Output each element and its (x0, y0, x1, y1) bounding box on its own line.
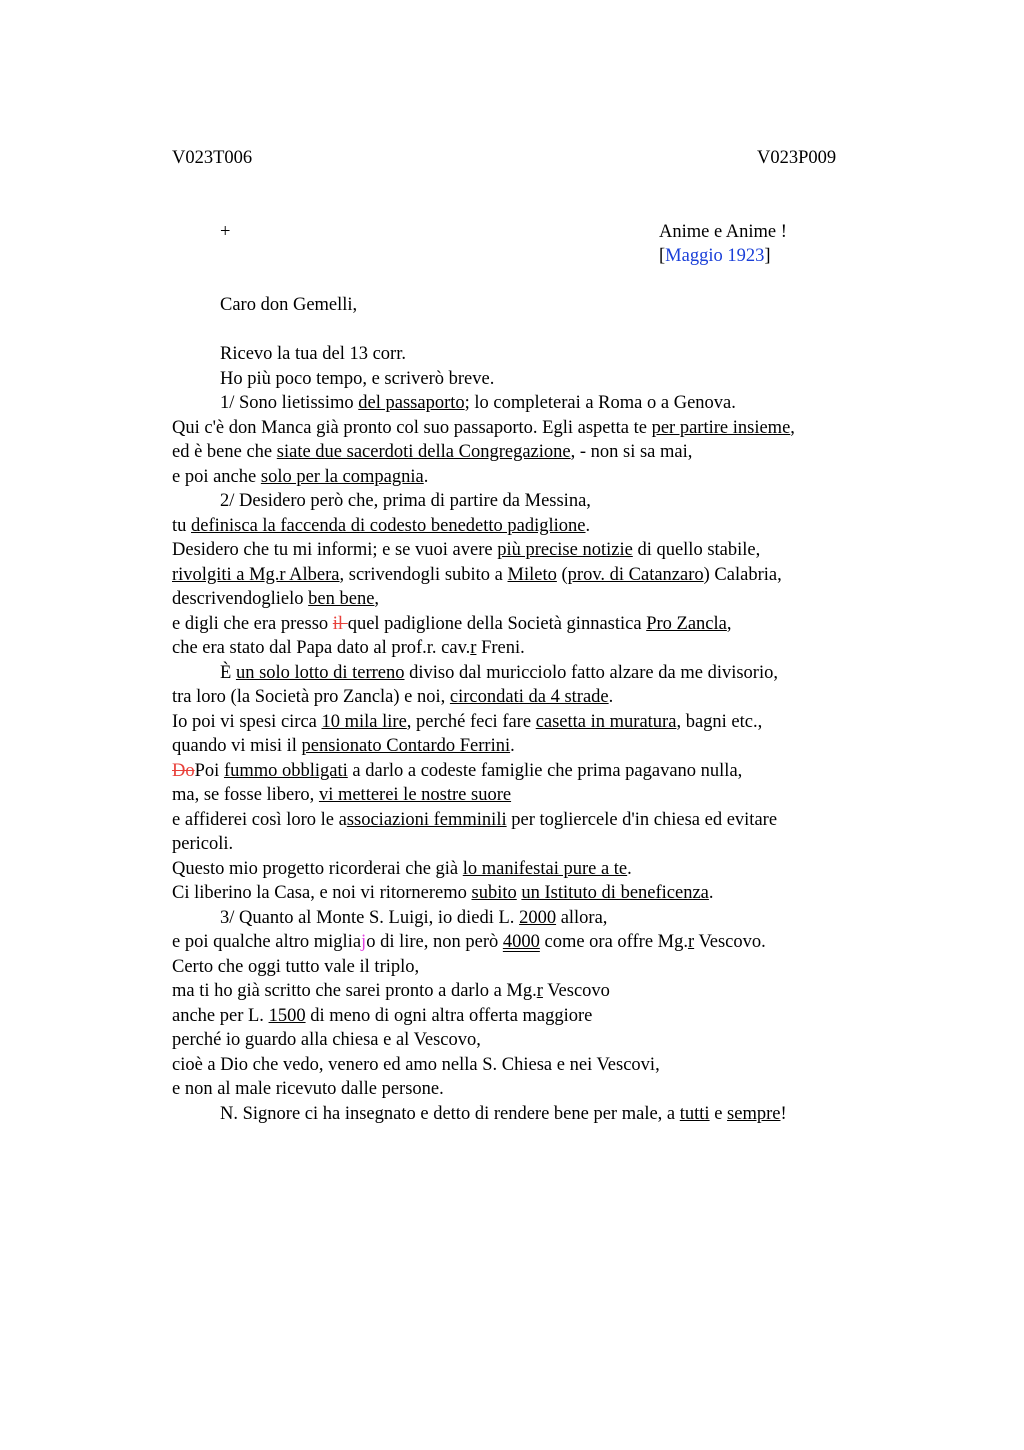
text-run: 1/ Sono lietissimo (220, 393, 359, 413)
text-run: circondati da 4 strade (449, 687, 609, 707)
text-run: Pro Zancla (646, 613, 727, 634)
right-code: V023P009 (757, 148, 837, 168)
text-run: 10 mila lire (321, 711, 407, 732)
text-run: e non al male ricevuto dalle persone. (172, 1079, 444, 1099)
line-25 (172, 930, 892, 955)
line-32 (172, 1102, 892, 1127)
text-run: Vescovo (542, 981, 610, 1001)
text-run: cioè a Dio che vedo, venero ed amo nella S. Chiesa e nei Vescovi, (172, 1054, 660, 1075)
text-run: . (608, 687, 614, 707)
text-run: tra loro (la Società pro Zancla) e noi, (172, 687, 450, 707)
text-run: . (585, 515, 591, 536)
text-run: Questo mio progetto ricorderai che già (172, 858, 463, 879)
text-run: pensionato Contardo Ferrini (301, 736, 511, 756)
text-run: prov. di Catanzaro (567, 564, 704, 585)
text-run: fummo obbligati (223, 760, 348, 781)
line-23 (172, 881, 892, 906)
text-run: per partire insieme (651, 417, 791, 438)
line-13 (172, 636, 892, 661)
text-run: subito (471, 883, 517, 903)
text-run: di quello stabile, (632, 540, 761, 560)
text-run: per togliercele d'in chiesa ed evitare (506, 809, 778, 830)
line-19 (172, 783, 892, 808)
text-run: e (709, 1103, 728, 1124)
text-run: ( (556, 564, 568, 585)
text-run: Ci liberino la Casa, e noi vi ritorneremo (172, 883, 472, 903)
text-run: del passaporto (358, 393, 465, 413)
line-20 (172, 808, 892, 833)
text-run: e poi anche (172, 466, 261, 487)
text-run: 2/ Desidero però che, prima di partire da Messina, (220, 491, 591, 511)
text-run: solo per la compagnia (260, 466, 424, 487)
text-run: ! (780, 1103, 787, 1124)
line-04 (172, 416, 892, 441)
text-run: Poi (194, 760, 224, 781)
text-run: e affiderei così loro le a (172, 809, 347, 830)
line-15 (172, 685, 892, 710)
text-run: . (510, 736, 515, 756)
text-run: r (470, 638, 477, 658)
text-run: vi metterei le nostre suore (318, 785, 512, 805)
cross-mark: + (220, 222, 231, 242)
text-run: Mileto (507, 564, 557, 585)
line-30 (172, 1053, 892, 1078)
text-run: pericoli. (172, 834, 234, 854)
text-run: di meno di ogni altra offerta maggiore (305, 1005, 593, 1026)
motto: Anime e Anime ! (659, 222, 787, 242)
line-09 (172, 538, 892, 563)
line-08 (172, 514, 892, 539)
line-21 (172, 832, 892, 857)
left-code: V023T006 (172, 148, 253, 168)
text-run: lo manifestai pure a te (462, 858, 628, 879)
line-31 (172, 1077, 892, 1102)
text-run: rivolgiti a Mg.r Albera (172, 564, 340, 585)
text-run: Freni. (476, 638, 525, 658)
text-run: , (374, 589, 380, 609)
text-run: tu (172, 515, 192, 536)
line-18 (172, 759, 892, 784)
text-run: È (220, 662, 236, 683)
text-run: , (790, 417, 795, 438)
letter-body (172, 342, 892, 1126)
text-run: . (708, 883, 714, 903)
salutation: Caro don Gemelli, (220, 295, 358, 315)
inserted-text: j (361, 932, 367, 952)
line-10 (172, 563, 892, 588)
text-run: 2000 (519, 907, 557, 928)
text-run: . (423, 466, 429, 487)
text-run: ) Calabria, (703, 564, 782, 585)
text-run: più precise notizie (497, 540, 633, 560)
text-run: , perché feci fare (406, 711, 536, 732)
line-29 (172, 1028, 892, 1053)
text-run: r (536, 981, 543, 1001)
line-03 (172, 391, 892, 416)
text-run: , bagni etc., (676, 711, 763, 732)
text-run: 1500 (268, 1005, 306, 1026)
letter-date (659, 244, 771, 269)
text-run: ma, se fosse libero, (172, 785, 319, 805)
text-run: anche per L. (172, 1005, 269, 1026)
line-11 (172, 587, 892, 612)
line-22 (172, 857, 892, 882)
text-run: ma ti ho già scritto che sarei pronto a darlo a Mg. (172, 981, 537, 1001)
line-26 (172, 955, 892, 980)
text-run: o di lire, non però (366, 932, 503, 952)
text-run: allora, (556, 907, 608, 928)
line-01 (172, 342, 892, 367)
text-run: a darlo a codeste famiglie che prima pagavano nulla, (347, 760, 743, 781)
text-run: tutti (679, 1103, 710, 1124)
line-27 (172, 979, 892, 1004)
line-28 (172, 1004, 892, 1029)
text-run: casetta in muratura (535, 711, 677, 732)
text-run: siate due sacerdoti della Congregazione (276, 442, 571, 462)
text-run: Desidero che tu mi informi; e se vuoi avere (172, 540, 498, 560)
text-run: diviso dal muricciolo fatto alzare da me divisorio, (404, 662, 778, 683)
text-run: quando vi misi il (172, 736, 302, 756)
line-07 (172, 489, 892, 514)
line-14 (172, 661, 892, 686)
text-run: . (627, 858, 632, 879)
line-12 (172, 612, 892, 637)
line-05 (172, 440, 892, 465)
text-run: definisca la faccenda di codesto benedetto padiglione (191, 515, 586, 536)
deleted-text: Do (172, 760, 195, 781)
text-run: N. Signore ci ha insegnato e detto di rendere bene per male, a (220, 1103, 680, 1124)
text-run: Io poi vi spesi circa (172, 711, 322, 732)
text-run: un Istituto di beneficenza (521, 883, 709, 903)
text-run: 4000 (502, 932, 540, 952)
text-run: 3/ Quanto al Monte S. Luigi, io diedi L. (220, 907, 520, 928)
line-06 (172, 465, 892, 490)
line-16 (172, 710, 892, 735)
text-run: sempre (727, 1103, 781, 1124)
text-run: , scrivendogli subito a (339, 564, 508, 585)
line-24 (172, 906, 892, 931)
text-run: e digli che era presso (172, 613, 333, 634)
text-run: Certo che oggi tutto vale il triplo, (172, 956, 420, 977)
text-run: Vescovo. (694, 932, 766, 952)
line-17 (172, 734, 892, 759)
text-run: Qui c'è don Manca già pronto col suo passaporto. Egli aspetta te (172, 417, 652, 438)
text-run: ben bene (308, 589, 375, 609)
text-run: ssociazioni femminili (346, 809, 507, 830)
text-run: un solo lotto di terreno (235, 662, 405, 683)
text-run: quel padiglione della Società ginnastica (347, 613, 647, 634)
text-run: ; lo completerai a Roma o a Genova. (464, 393, 736, 413)
text-run: perché io guardo alla chiesa e al Vescovo, (172, 1030, 481, 1050)
date-open: [ (659, 246, 666, 266)
text-run: come ora offre Mg. (539, 932, 688, 952)
line-02 (172, 367, 892, 392)
text-run: , (726, 613, 732, 634)
text-run: Ricevo la tua del 13 corr. (220, 344, 406, 364)
text-run: descrivendoglielo (172, 589, 309, 609)
text-run: ed è bene che (172, 442, 277, 462)
text-run: che era stato dal Papa dato al prof.r. cav. (172, 638, 471, 658)
date-close: ] (764, 246, 771, 266)
deleted-text: il (332, 613, 348, 634)
text-run: , - non si sa mai, (570, 442, 693, 462)
text-run: Ho più poco tempo, e scriverò breve. (220, 368, 495, 389)
date-text: Maggio 1923 (665, 246, 765, 266)
text-run: r (687, 932, 695, 952)
text-run: e poi qualche altro miglia (172, 932, 362, 952)
